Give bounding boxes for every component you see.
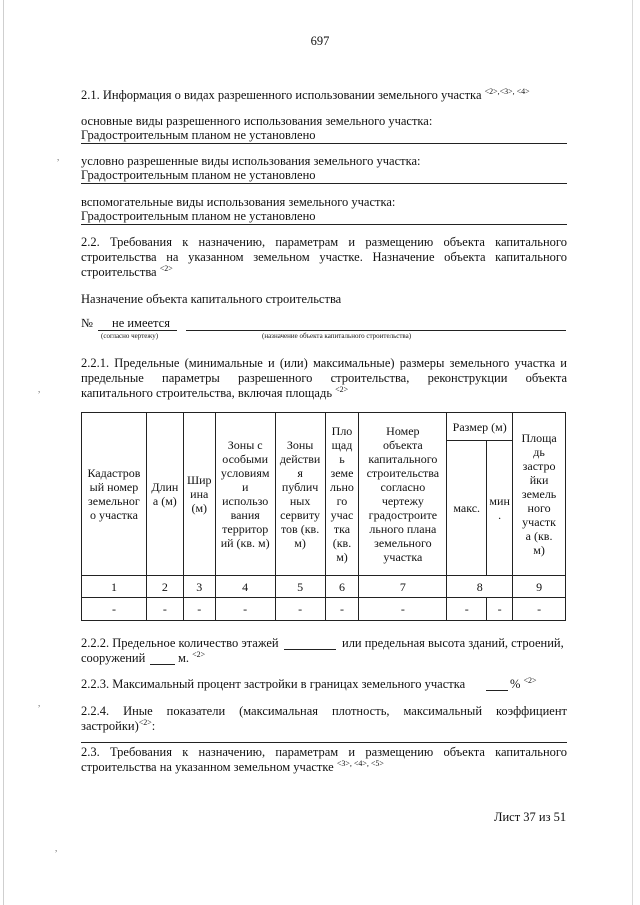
conditional-uses-value: Градостроительным планом не установлено [81, 168, 567, 184]
purpose-underline [186, 330, 566, 331]
parameters-table [81, 412, 566, 621]
column-number: 1 [82, 576, 147, 598]
section-2-2-1-line-3 [81, 386, 348, 401]
column-number: 6 [325, 576, 359, 598]
column-number: 4 [215, 576, 275, 598]
section-2-3-line-2 [81, 760, 384, 775]
section-2-2-line-1: 2.2. Требования к назначению, параметрам и размещению объекта капитального [81, 235, 567, 249]
number-value: не имеется [112, 316, 170, 330]
header-public-easement-zones: Зоны действи я публич ных сервиту тов (кв. м) [275, 413, 325, 576]
footnote-ref: <2>,<3>, <4> [484, 86, 530, 96]
section-2-2-2-line-2a: сооружений [81, 651, 146, 665]
section-2-1-title-text: 2.1. Информация о видах разрешенного использовании земельного участка [81, 88, 482, 102]
sheet-counter: Лист 37 из 51 [494, 810, 567, 824]
scan-edge-left [3, 0, 4, 905]
footnote-ref: <2> [138, 717, 152, 727]
table-cell: - [146, 598, 183, 621]
table-row [82, 598, 566, 621]
main-uses-value: Градостроительным планом не установлено [81, 128, 567, 144]
section-2-1-title [81, 88, 530, 103]
table-cell: - [447, 598, 487, 621]
section-2-2-line-3-text: строительства [81, 265, 157, 279]
table-cell: - [325, 598, 359, 621]
scan-mark: , [38, 698, 41, 708]
number-symbol: № [81, 316, 93, 330]
number-underline [98, 330, 177, 331]
percent-blank [486, 690, 508, 691]
footnote-ref: <2> [523, 675, 537, 685]
column-number-row [82, 576, 566, 598]
section-2-2-4-line-1: 2.2.4. Иные показатели (максимальная плотность, максимальный коэффициент [81, 704, 567, 718]
section-2-2-4-line-2-text: застройки) [81, 719, 139, 733]
column-number: 8 [447, 576, 513, 598]
conditional-uses-label: условно разрешенные виды использования земельного участка: [81, 154, 421, 168]
section-2-2-line-2: строительства на указанном земельном участке. Назначение объекта капитального [81, 250, 567, 264]
column-number: 3 [183, 576, 215, 598]
column-number: 7 [359, 576, 447, 598]
column-number: 9 [513, 576, 566, 598]
section-2-2-1-line-3-text: капитального строительства, включая площадь [81, 386, 333, 400]
meters-unit: м. [178, 651, 190, 665]
table-cell: - [359, 598, 447, 621]
section-2-2-3-suffix [510, 677, 537, 692]
section-2-2-2-line-1a: 2.2.2. Предельное количество этажей [81, 636, 279, 650]
height-blank [150, 664, 175, 665]
table-cell: - [215, 598, 275, 621]
section-2-2-4-underline [81, 742, 567, 743]
table-cell: - [82, 598, 147, 621]
header-size: Размер (м) [447, 413, 513, 441]
column-number: 5 [275, 576, 325, 598]
header-plot-area: Пло щад ь земе льно го учас тка (кв. м) [325, 413, 359, 576]
footnote-ref: <2> [335, 384, 349, 394]
scan-mark: , [38, 384, 41, 394]
section-2-2-2-line-1b: или предельная высота зданий, строений, [342, 636, 564, 650]
table-cell: - [275, 598, 325, 621]
section-2-2-1-line-2: предельные параметры разрешенного строительства, реконструкции объекта [81, 371, 567, 385]
caption-purpose: (назначение объекта капитального строительства) [262, 332, 412, 340]
auxiliary-uses-label: вспомогательные виды использования земельного участка: [81, 195, 396, 209]
section-2-3-line-1: 2.3. Требования к назначению, параметрам и размещению объекта капитального [81, 745, 567, 759]
floors-blank [284, 649, 336, 650]
header-size-min: мин . [487, 441, 513, 576]
scan-edge-right [632, 0, 633, 905]
footnote-ref: <2> [159, 263, 173, 273]
section-2-2-line-3 [81, 265, 173, 280]
purpose-label: Назначение объекта капитального строительства [81, 292, 342, 306]
table-cell: - [183, 598, 215, 621]
section-2-2-3-text: 2.2.3. Максимальный процент застройки в границах земельного участка [81, 677, 466, 691]
column-number: 2 [146, 576, 183, 598]
header-width: Шир ина (м) [183, 413, 215, 576]
scan-mark: , [55, 843, 58, 853]
section-2-2-1-line-1: 2.2.1. Предельные (минимальные и (или) максимальные) размеры земельного участка и [81, 356, 567, 370]
header-cadastral-number: Кадастров ый номер земельног о участка [82, 413, 147, 576]
header-size-max: макс. [447, 441, 487, 576]
footnote-ref: <3>, <4>, <5> [336, 758, 384, 768]
caption-drawing: (согласно чертежу) [101, 332, 159, 340]
table-cell: - [513, 598, 566, 621]
section-2-2-4-line-2 [81, 719, 155, 734]
header-length: Длин а (м) [146, 413, 183, 576]
scan-mark: , [57, 152, 60, 162]
header-special-zones: Зоны с особыми условиям и использо вания территор ий (кв. м) [215, 413, 275, 576]
main-uses-label: основные виды разрешенного использования земельного участка: [81, 114, 433, 128]
colon: : [151, 719, 156, 733]
header-object-number: Номер объекта капитального строительства согласно чертежу градостроите льного плана земельного участка [359, 413, 447, 576]
section-2-3-line-2-text: строительства на указанном земельном участке [81, 760, 334, 774]
table-cell: - [487, 598, 513, 621]
percent-sign: % [510, 677, 521, 691]
section-2-2-2-line-2b [178, 651, 205, 666]
page-number: 697 [310, 34, 330, 48]
header-built-area: Площа дь застро йки земель ного участк а (кв. м) [513, 413, 566, 576]
auxiliary-uses-value: Градостроительным планом не установлено [81, 209, 567, 225]
footnote-ref: <2> [192, 649, 206, 659]
